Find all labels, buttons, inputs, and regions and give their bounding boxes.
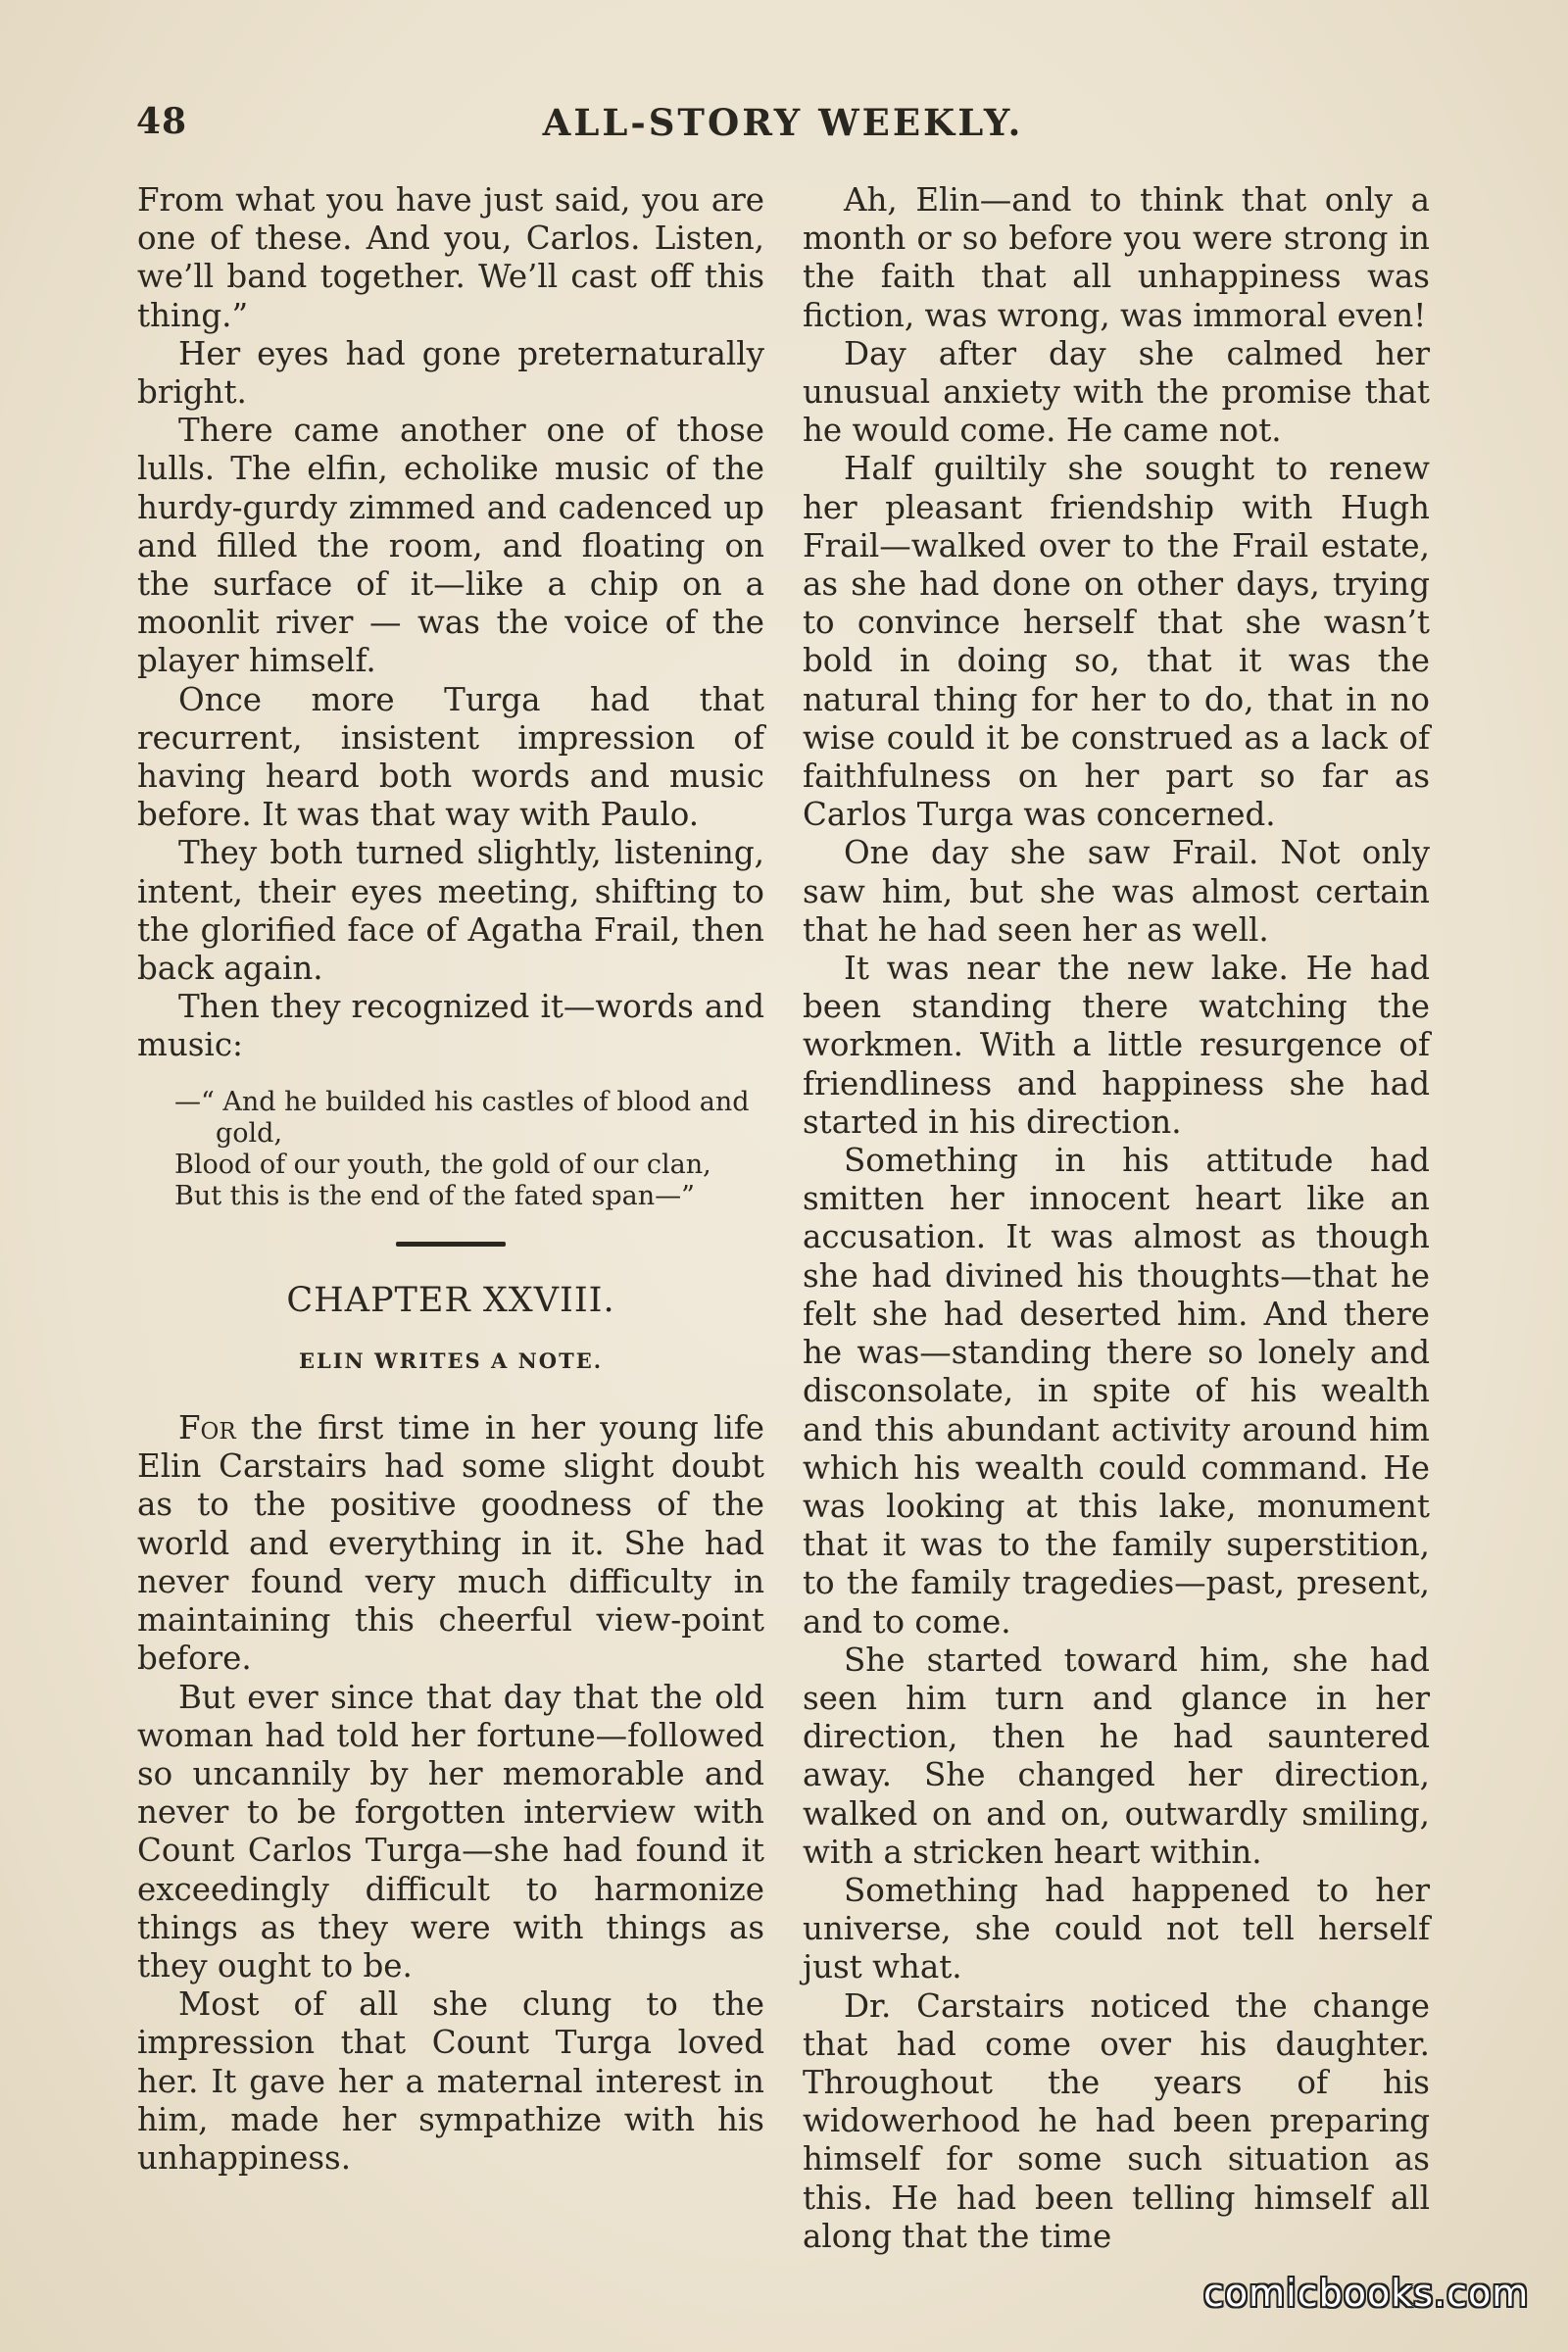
verse-line: But this is the end of the fated span—” [174, 1180, 695, 1211]
paragraph: Something in his attitude had smitten her innocent heart like an accusation. It was almost as though she had divined his thoughts—that he felt she had deserted him. And there he was—standing there so lonely and disconsolate, in spite of his wealth and this abundant activity around him which his wealth could command. He was looking at this lake, monument that it was to the family superstition, to the family tragedies—past, present, and to come. [803, 1142, 1430, 1641]
paragraph: There came another one of those lulls. The elfin, echolike music of the hurdy-gurdy zimmed and cadenced up and filled the room, and floating on the surface of it—like a chip on a moonlit river — was the voice of the player himself. [137, 412, 764, 680]
verse-line: Blood of our youth, the gold of our clan, [174, 1149, 711, 1180]
right-column [803, 181, 1430, 2256]
chapter-title: CHAPTER XXVIII. [286, 1280, 615, 1320]
site-watermark: comicbooks.com [1203, 2272, 1530, 2315]
paragraph: They both turned slightly, listening, intent, their eyes meeting, shifting to the glorified face of Agatha Frail, then back again. [137, 834, 764, 988]
paragraph: Half guiltily she sought to renew her pleasant friendship with Hugh Frail—walked over to the Frail estate, as she had done on other days, trying to convince herself that she wasn’t bold in doing so, that it was the natural thing for her to do, that in no wise could it be construed as a lack of faithfulness on her part so far as Carlos Turga was concerned. [803, 450, 1430, 834]
paragraph: Something had happened to her universe, she could not tell herself just what. [803, 1871, 1430, 1986]
paragraph: It was near the new lake. He had been standing there watching the workmen. With a little resurgence of friendliness and happiness she had started in his direction. [803, 950, 1430, 1141]
paragraph: From what you have just said, you are one of these. And you, Carlos. Listen, we’ll band together. We’ll cast off this thing.” [137, 181, 764, 334]
paragraph: She started toward him, she had seen him turn and glance in her direction, then he had sauntered away. She changed her direction, walked on and on, outwardly smiling, with a stricken heart within. [803, 1641, 1430, 1871]
paragraph: Then they recognized it—words and music: [137, 988, 764, 1064]
paragraph: Ah, Elin—and to think that only a month or so before you were strong in the faith that all unhappiness was fiction, was wrong, was immoral even! [803, 181, 1430, 334]
left-column [137, 181, 764, 2178]
page-number: 48 [136, 101, 188, 142]
paragraph: But ever since that day that the old woman had told her fortune—followed so uncannily by her memorable and never to be forgotten interview with Count Carlos Turga—she had found it exceedingly difficult to harmonize things as they were with things as they ought to be. [137, 1678, 764, 1984]
paragraph-text: the first time in her young life Elin Carstairs had some slight doubt as to the positive goodness of the world and everything in it. She had never found very much difficulty in maintaining this cheerful view-point before. [137, 1409, 764, 1678]
paragraph: Day after day she calmed her unusual anxiety with the promise that he would come. He came not. [803, 334, 1430, 450]
paragraph: One day she saw Frail. Not only saw him, but she was almost certain that he had seen her as well. [803, 834, 1430, 949]
running-title: ALL-STORY WEEKLY. [542, 101, 1024, 144]
paragraph [137, 1409, 764, 1678]
verse-line: —“ And he builded his castles of blood and gold, [174, 1086, 750, 1149]
paragraph: Most of all she clung to the impression that Count Turga loved her. It gave her a maternal interest in him, made her sympathize with his unhappiness. [137, 1985, 764, 2177]
chapter-subtitle: ELIN WRITES A NOTE. [298, 1348, 604, 1373]
section-divider [396, 1242, 506, 1247]
verse-block [174, 1087, 764, 1212]
paragraph: Dr. Carstairs noticed the change that had come over his daughter. Throughout the years of his widowerhood he had been preparing himself for some such situation as this. He had been telling himself all along that the time [803, 1986, 1430, 2255]
chapter-opening-word: For [178, 1409, 236, 1447]
paragraph: Once more Turga had that recurrent, insistent impression of having heard both words and music before. It was that way with Paulo. [137, 680, 764, 834]
page-header [136, 101, 1430, 170]
paragraph: Her eyes had gone preternaturally bright. [137, 334, 764, 412]
